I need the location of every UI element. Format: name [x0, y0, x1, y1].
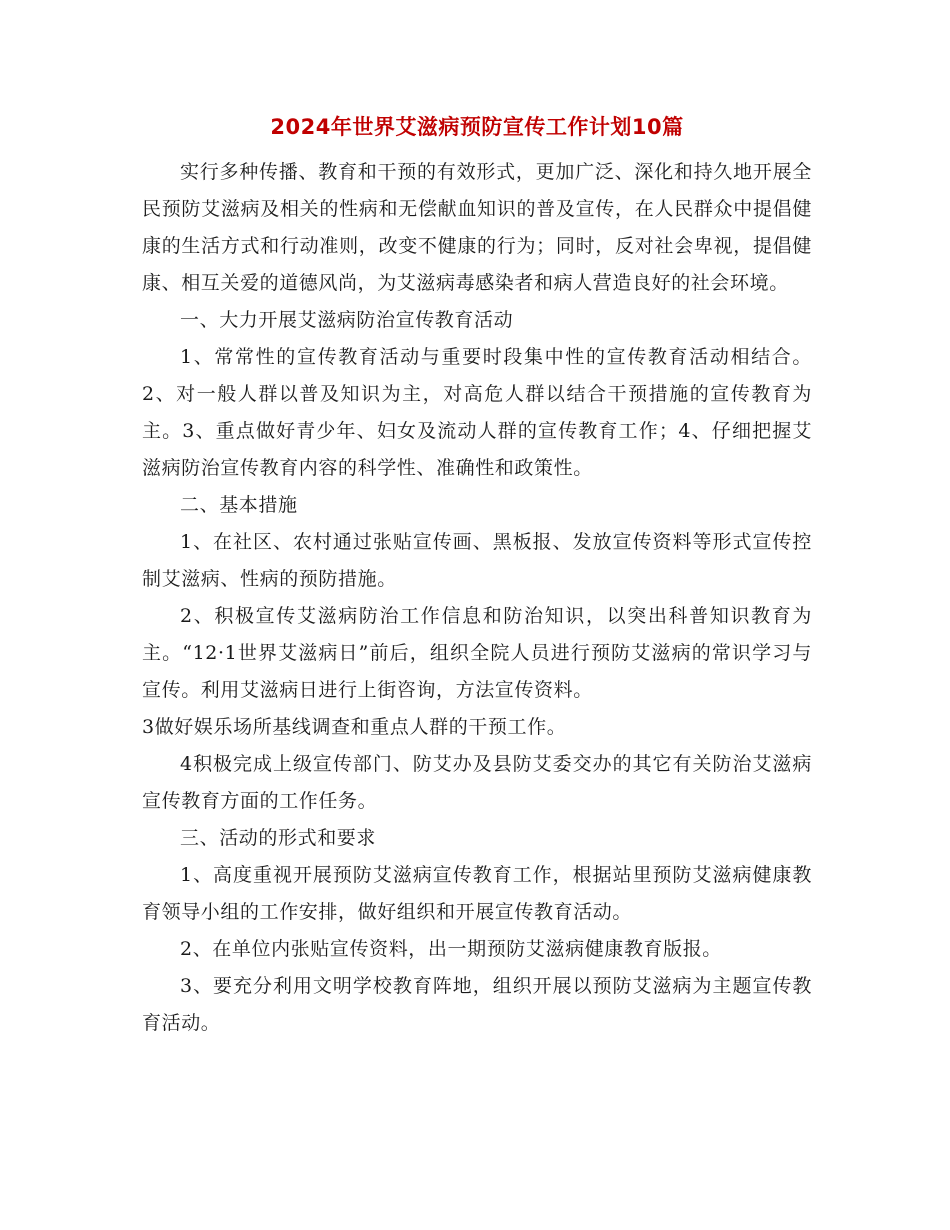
section-heading-2: 二、基本措施	[180, 494, 298, 516]
document-page	[142, 112, 812, 1042]
paragraph-measure-3: 3做好娱乐场所基线调查和重点人群的干预工作。	[142, 716, 567, 738]
section-heading-3: 三、活动的形式和要求	[180, 827, 377, 849]
paragraph-measure-4: 4积极完成上级宣传部门、防艾办及县防艾委交办的其它有关防治艾滋病宣传教育方面的工作任务。	[142, 753, 812, 812]
document-title: 2024年世界艾滋病预防宣传工作计划10篇	[270, 115, 684, 139]
paragraph-requirement-3: 3、要充分利用文明学校教育阵地，组织开展以预防艾滋病为主题宣传教育活动。	[142, 975, 812, 1034]
paragraph-intro: 实行多种传播、教育和干预的有效形式，更加广泛、深化和持久地开展全民预防艾滋病及相关的性病和无偿献血知识的普及宣传，在人民群众中提倡健康的生活方式和行动准则，改变不健康的行为；同时，反对社会卑视，提倡健康、相互关爱的道德风尚，为艾滋病毒感染者和病人营造良好的社会环境。	[142, 161, 812, 294]
paragraph-section-1-body: 1、常常性的宣传教育活动与重要时段集中性的宣传教育活动相结合。2、对一般人群以普及知识为主，对高危人群以结合干预措施的宣传教育为主。3、重点做好青少年、妇女及流动人群的宣传教育工作；4、仔细把握艾滋病防治宣传教育内容的科学性、准确性和政策性。	[142, 346, 812, 479]
paragraph-requirement-1: 1、高度重视开展预防艾滋病宣传教育工作，根据站里预防艾滋病健康教育领导小组的工作安排，做好组织和开展宣传教育活动。	[142, 864, 812, 923]
paragraph-measure-1: 1、在社区、农村通过张贴宣传画、黑板报、发放宣传资料等形式宣传控制艾滋病、性病的预防措施。	[142, 531, 812, 590]
paragraph-requirement-2: 2、在单位内张贴宣传资料，出一期预防艾滋病健康教育版报。	[180, 938, 722, 960]
paragraph-measure-2: 2、积极宣传艾滋病防治工作信息和防治知识，以突出科普知识教育为主。“12·1世界艾滋病日”前后，组织全院人员进行预防艾滋病的常识学习与宣传。利用艾滋病日进行上街咨询，方法宣传资料。	[142, 605, 812, 701]
section-heading-1: 一、大力开展艾滋病防治宣传教育活动	[180, 309, 514, 331]
